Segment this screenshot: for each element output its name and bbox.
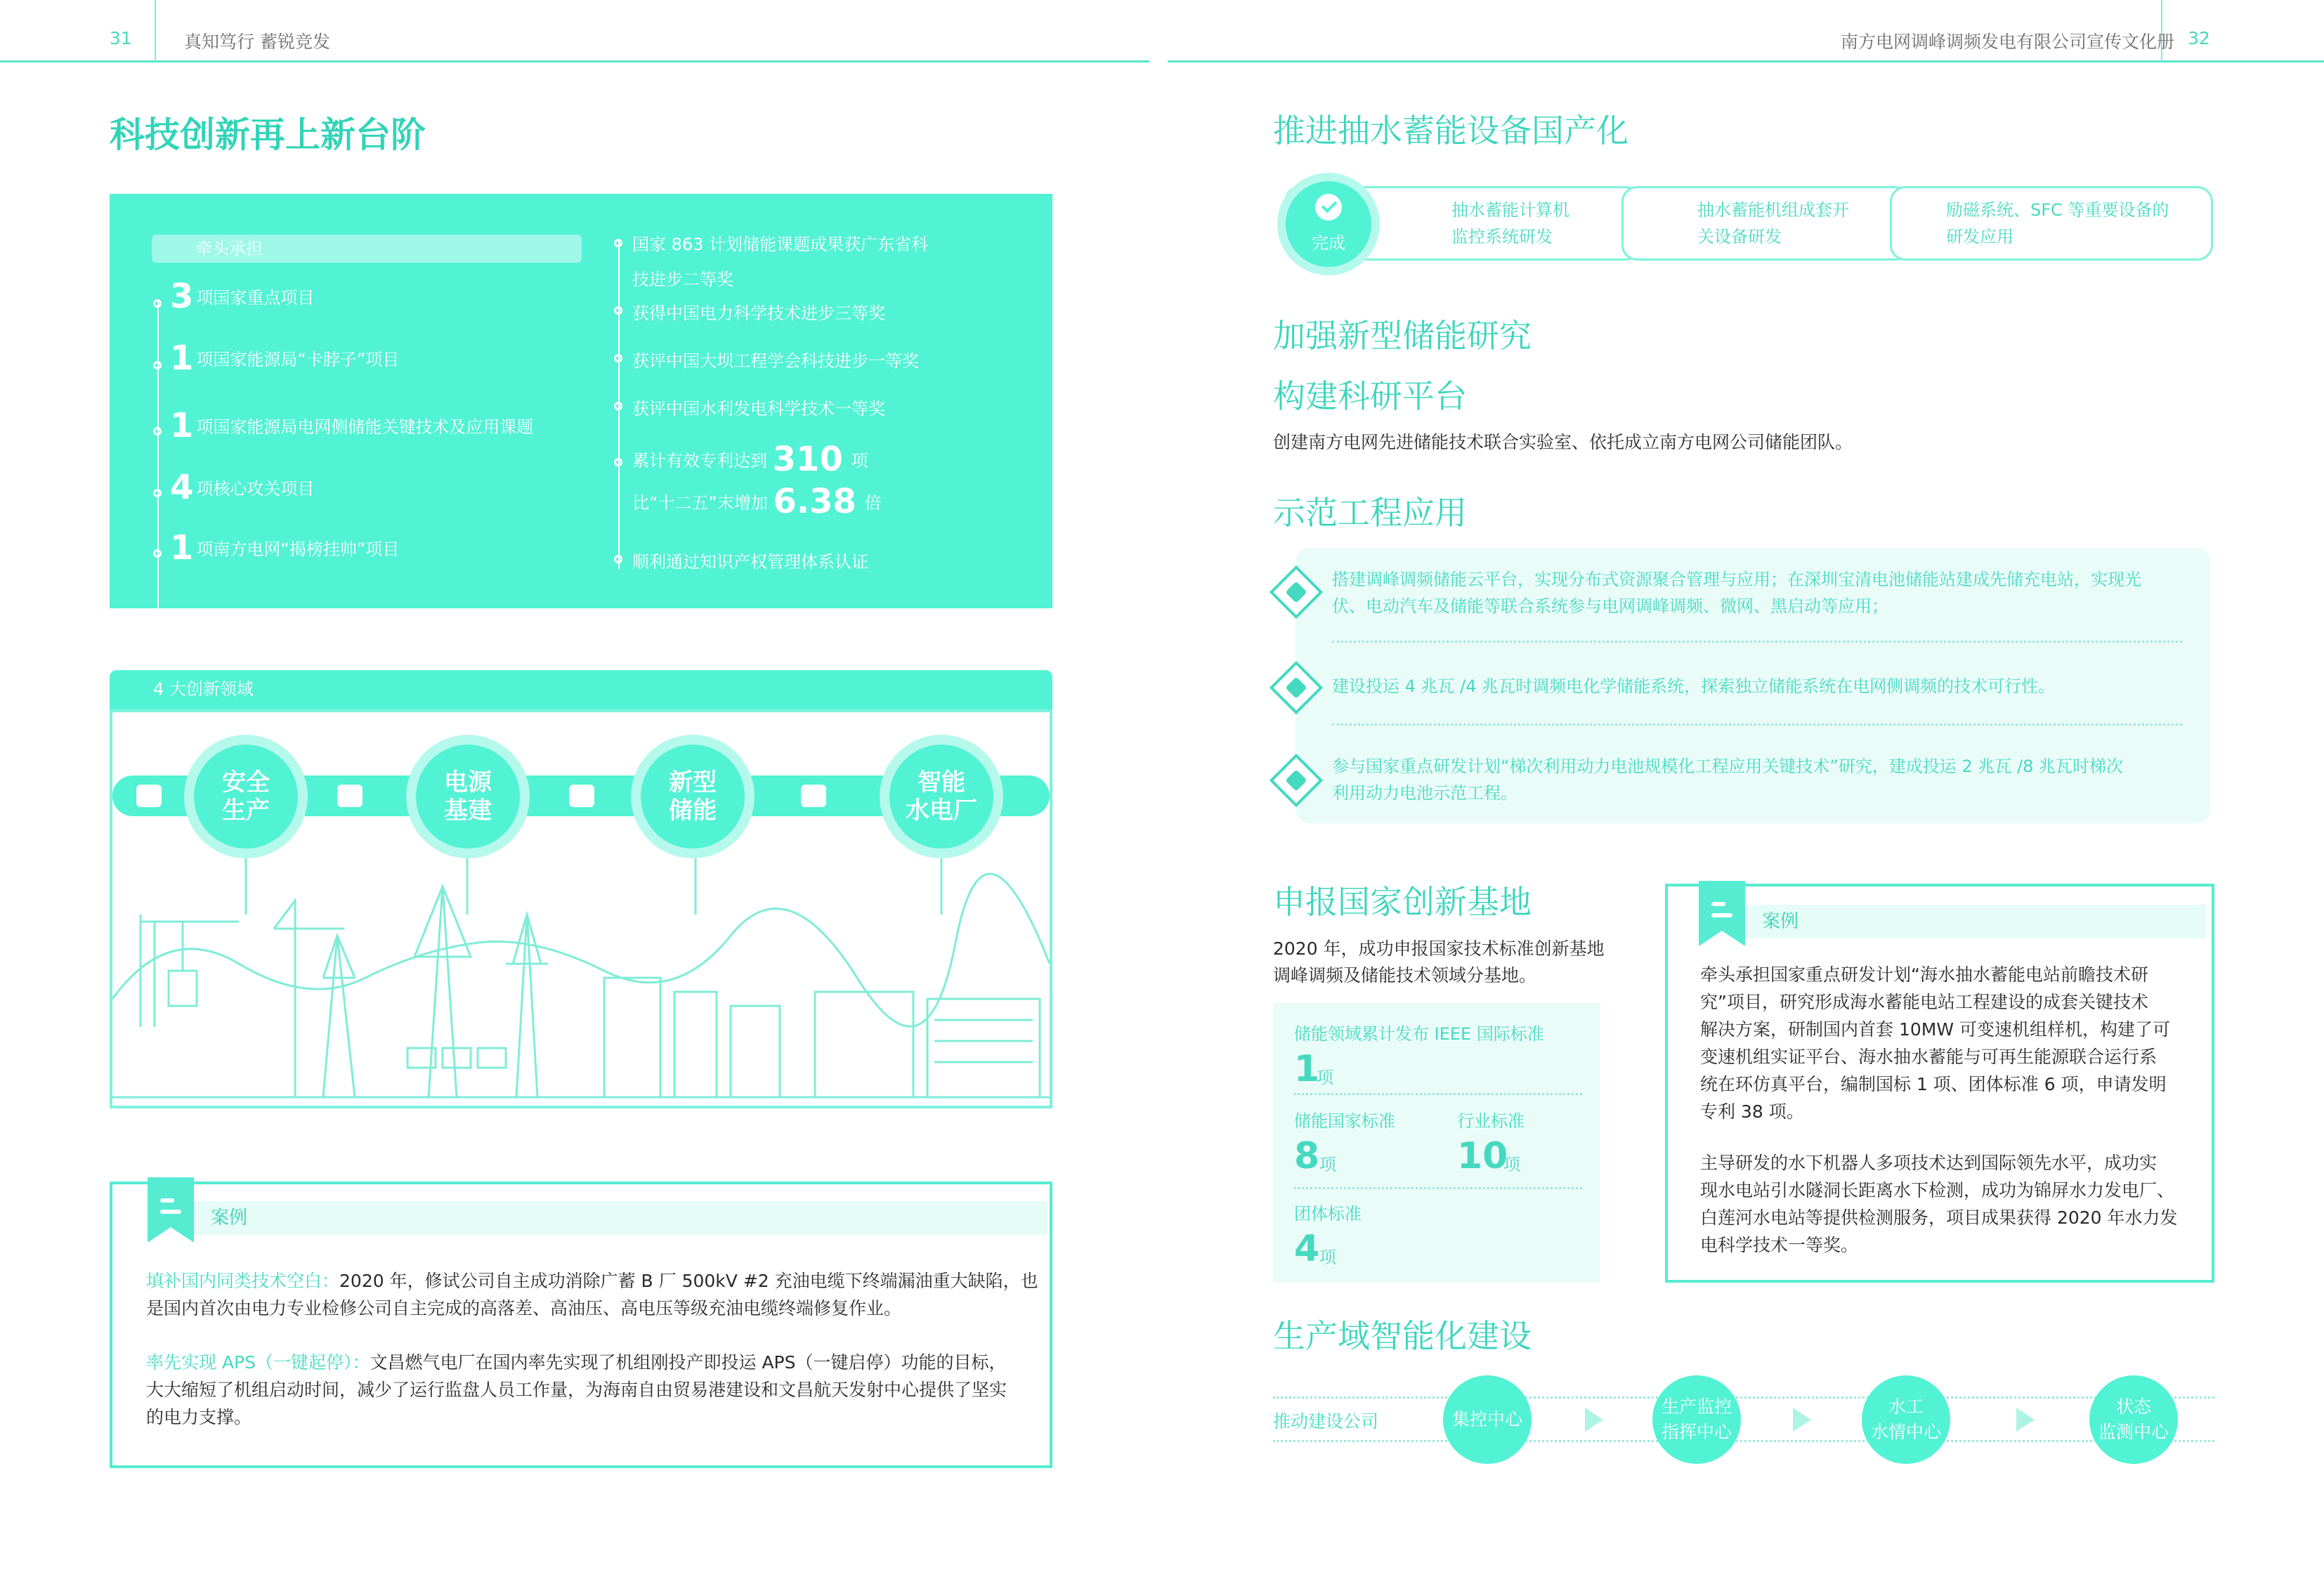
timeline-dot [614,239,622,247]
step-text: 励磁系统、SFC 等重要设备的 研发应用 [1946,200,2169,247]
field-circle: 新型 储能 [631,735,755,858]
lead-item: 3 项国家重点项目 [170,277,315,316]
field-circle: 安全 生产 [184,735,308,858]
lead-item: 1 项国家能源局电网侧储能关键技术及应用课题 [170,406,534,445]
timeline-dot [614,306,622,315]
title-domestic: 推进抽水蓄能设备国产化 [1273,112,1628,150]
bookmark-icon [148,1177,194,1242]
title-platform: 构建科研平台 [1273,377,1467,415]
battery-icon [569,785,594,807]
stat-label: 行业标准 [1457,1111,1525,1131]
header-title-right: 南方电网调峰调频发电有限公司宣传文化册 [1841,32,2175,52]
step-text: 抽水蓄能计算机 监控系统研发 [1451,200,1569,247]
standards-stats [1273,1003,1600,1283]
lead-label: 牵头承担 [152,235,582,263]
demo-item: 搭建调峰调频储能云平台，实现分布式资源聚合管理与应用；在深圳宝清电池储能站建成先储充电站，实现光 伏、电动汽车及储能等联合系统参与电网调峰调频、微网、黑启动等应用； [1332,570,2141,616]
timeline-dot [153,427,162,436]
stat-number: 4 [1294,1228,1320,1270]
lead-item: 1 项南方电网“揭榜挂帅”项目 [170,528,400,568]
done-badge: 完成 [1277,173,1380,275]
step-text: 抽水蓄能机组成套开 关设备研发 [1697,200,1849,247]
arrow-icon [2016,1408,2035,1432]
case-label: 案例 [148,1201,1047,1235]
timeline-dot [614,555,622,563]
case-text: 率先实现 APS（一键起停）：文昌燃气电厂在国内率先实现了机组刚投产即投运 APS（一键启停）功能的目标， [146,1352,1007,1373]
stat-unit: 项 [1317,1068,1333,1087]
case-text: 牵头承担国家重点研发计划“海水抽水蓄能电站前瞻技术研 究”项目，研究形成海水蓄能电站工程建设的成套关键技术 解决方案，研制国内首套 10MW 可变速机组样机，构建了可 变速机组实证平台、海水抽水蓄能与可再生能源联合运行系 统在环仿真平台，编制国标 1 项、团体标准 6 项，申请发明 专利 38 项。 [1700,964,2170,1122]
case-text: 的电力支撑。 [146,1407,252,1427]
divider [1332,641,2182,643]
helmet-icon [136,785,162,807]
dam-icon [801,785,826,807]
divider [1294,1187,1582,1189]
plug-icon [337,785,363,807]
stat-label: 储能国家标准 [1294,1111,1395,1131]
timeline-dot [153,299,162,308]
pipeline-line [1273,1440,2214,1442]
header-rule-left [0,60,1149,63]
title-base: 申报国家创新基地 [1273,883,1532,921]
lead-item: 1 项国家能源局“卡脖子”项目 [170,339,400,378]
lead-item: 4 项核心攻关项目 [170,468,315,507]
stat-unit: 项 [1503,1155,1520,1174]
demo-item: 建设投运 4 兆瓦 /4 兆瓦时调频电化学储能系统，探索独立储能系统在电网侧调频的技术可行性。 [1332,676,2056,696]
award-item: 技进步二等奖 [632,270,733,289]
divider [1332,724,2182,726]
award-item: 获得中国电力科学技术进步三等奖 [632,303,885,323]
stat-number: 10 [1457,1135,1508,1177]
title-storage: 加强新型储能研究 [1273,317,1532,355]
bookmark-icon [1699,881,1745,945]
arrow-icon [1585,1408,1603,1432]
stat-number: 8 [1294,1135,1320,1177]
page-number-left: 31 [110,28,132,48]
platform-text: 创建南方电网先进储能技术联合实验室、依托成立南方电网公司储能团队。 [1273,432,1853,452]
stat-label: 储能领域累计发布 IEEE 国际标准 [1294,1024,1544,1044]
case-text: 填补国内同类技术空白：2020 年，修试公司自主成功消除广蓄 B 厂 500kV #2 充油电缆下终端漏油重大缺陷，也 [146,1271,1038,1291]
demo-item: 参与国家重点研发计划“梯次利用动力电池规模化工程应用关键技术”研究，建成投运 2 兆瓦 /8 兆瓦时梯次 利用动力电池示范工程。 [1332,757,2124,803]
award-item: 获评中国大坝工程学会科技进步一等奖 [632,351,919,371]
pipeline-node: 水工 水情中心 [1862,1375,1950,1464]
case-label: 案例 [1699,905,2206,938]
title-demo: 示范工程应用 [1273,494,1467,532]
header-title-left: 真知笃行 蓄锐竞发 [184,32,330,52]
pipeline-node: 集控中心 [1443,1375,1532,1464]
stat-number: 1 [1294,1048,1320,1090]
timeline-line [157,299,159,636]
timeline-dot [153,549,162,558]
check-icon [1315,194,1342,221]
achievement-panel [110,194,1052,608]
arrow-icon [1793,1408,1811,1432]
case-text: 主导研发的水下机器人多项技术达到国际领先水平，成功实 现水电站引水隧洞长距离水下检测，成功为锦屏水力发电厂、 白莲河水电站等提供检测服务，项目成果获得 2020 年水力发 电科学技术一等奖。 [1700,1153,2178,1255]
divider [1294,1093,1582,1095]
stat-unit: 项 [1319,1248,1336,1267]
case-text: 是国内首次由电力专业检修公司自主完成的高落差、高油压、高电压等级充油电缆终端修复作业。 [146,1298,902,1318]
timeline-dot [614,354,622,362]
fields-label: 4 大创新领域 [110,670,1052,709]
timeline-dot [153,489,162,497]
timeline-dot [614,458,622,466]
case-text: 大大缩短了机组启动时间，减少了运行监盘人员工作量，为海南自由贸易港建设和文昌航天发射中心提供了坚实 [146,1380,1007,1400]
header-separator [155,0,156,62]
pipeline-node: 生产监控 指挥中心 [1652,1375,1741,1464]
patent-count: 累计有效专利达到 310 项 [632,440,868,479]
field-circle: 电源 基建 [406,735,530,858]
pipeline-line [1273,1396,2214,1399]
patent-growth: 比“十二五”末增加 6.38 倍 [632,482,882,521]
page-number-right: 32 [2188,28,2210,48]
industry-illustration [112,858,1050,1106]
field-circle: 智能 水电厂 [880,735,1003,858]
ip-cert: 顺利通过知识产权管理体系认证 [632,552,868,572]
pipeline-label: 推动建设公司 [1273,1411,1379,1432]
timeline-dot [153,361,162,369]
stat-unit: 项 [1319,1155,1336,1174]
pipeline-node: 状态 监测中心 [2089,1375,2178,1464]
header-rule-right [1168,60,2324,63]
section-title: 科技创新再上新台阶 [110,114,426,155]
stat-label: 团体标准 [1294,1204,1362,1224]
base-text: 2020 年，成功申报国家技术标准创新基地 调峰调频及储能技术领域分基地。 [1273,938,1605,986]
award-item: 获评中国水利发电科学技术一等奖 [632,399,885,419]
title-smart: 生产域智能化建设 [1273,1317,1532,1355]
award-item: 国家 863 计划储能课题成果获广东省科 [632,235,929,254]
timeline-dot [614,402,622,410]
